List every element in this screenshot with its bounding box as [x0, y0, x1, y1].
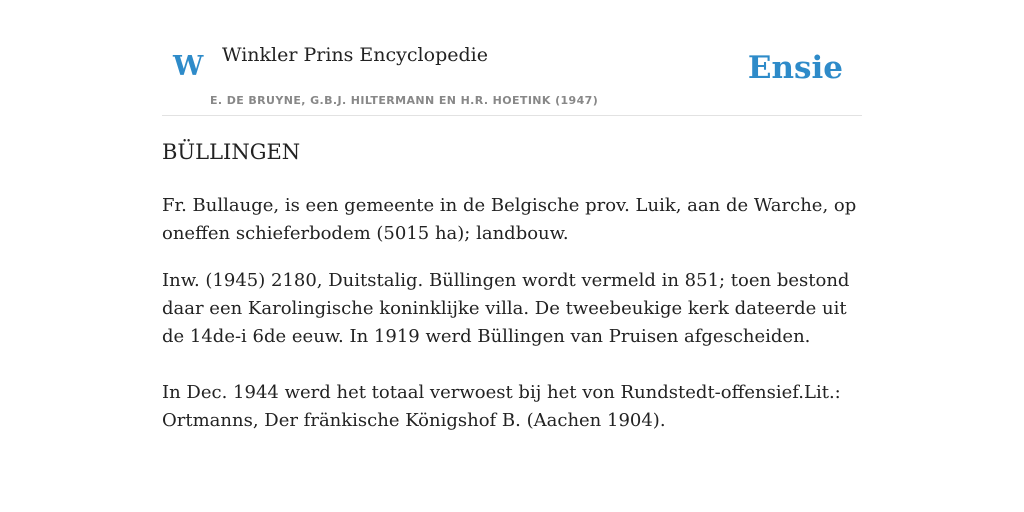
encyclopedia-title[interactable]: Winkler Prins Encyclopedie: [222, 44, 488, 66]
article-paragraph: Fr. Bullauge, is een gemeente in de Belgische prov. Luik, aan de Warche, op oneffen schieferbodem (5015 ha); landbouw.: [162, 195, 857, 244]
encyclopedia-header: [162, 0, 862, 116]
page-container: [162, 0, 862, 431]
winkler-prins-logo[interactable]: W: [173, 51, 204, 82]
ensie-brand-link[interactable]: Ensie: [747, 50, 843, 86]
article-paragraph: Inw. (1945) 2180, Duitstalig. Büllingen wordt vermeld in 851; toen bestond daar een Karolingische koninklijke villa. De tweebeukige kerk dateerde uit de 14de-i 6de eeuw. In 1919 werd Büllingen van Pruisen afgescheiden.: [162, 270, 850, 347]
article-title: BÜLLINGEN: [162, 140, 301, 164]
article-paragraph: In Dec. 1944 werd het totaal verwoest bij het von Rundstedt-offensief.Lit.: Ortmanns, Der fränkische Königshof B. (Aachen 1904).: [162, 382, 841, 431]
encyclopedia-authors: E. DE BRUYNE, G.B.J. HILTERMANN EN H.R. HOETINK (1947): [210, 94, 599, 107]
